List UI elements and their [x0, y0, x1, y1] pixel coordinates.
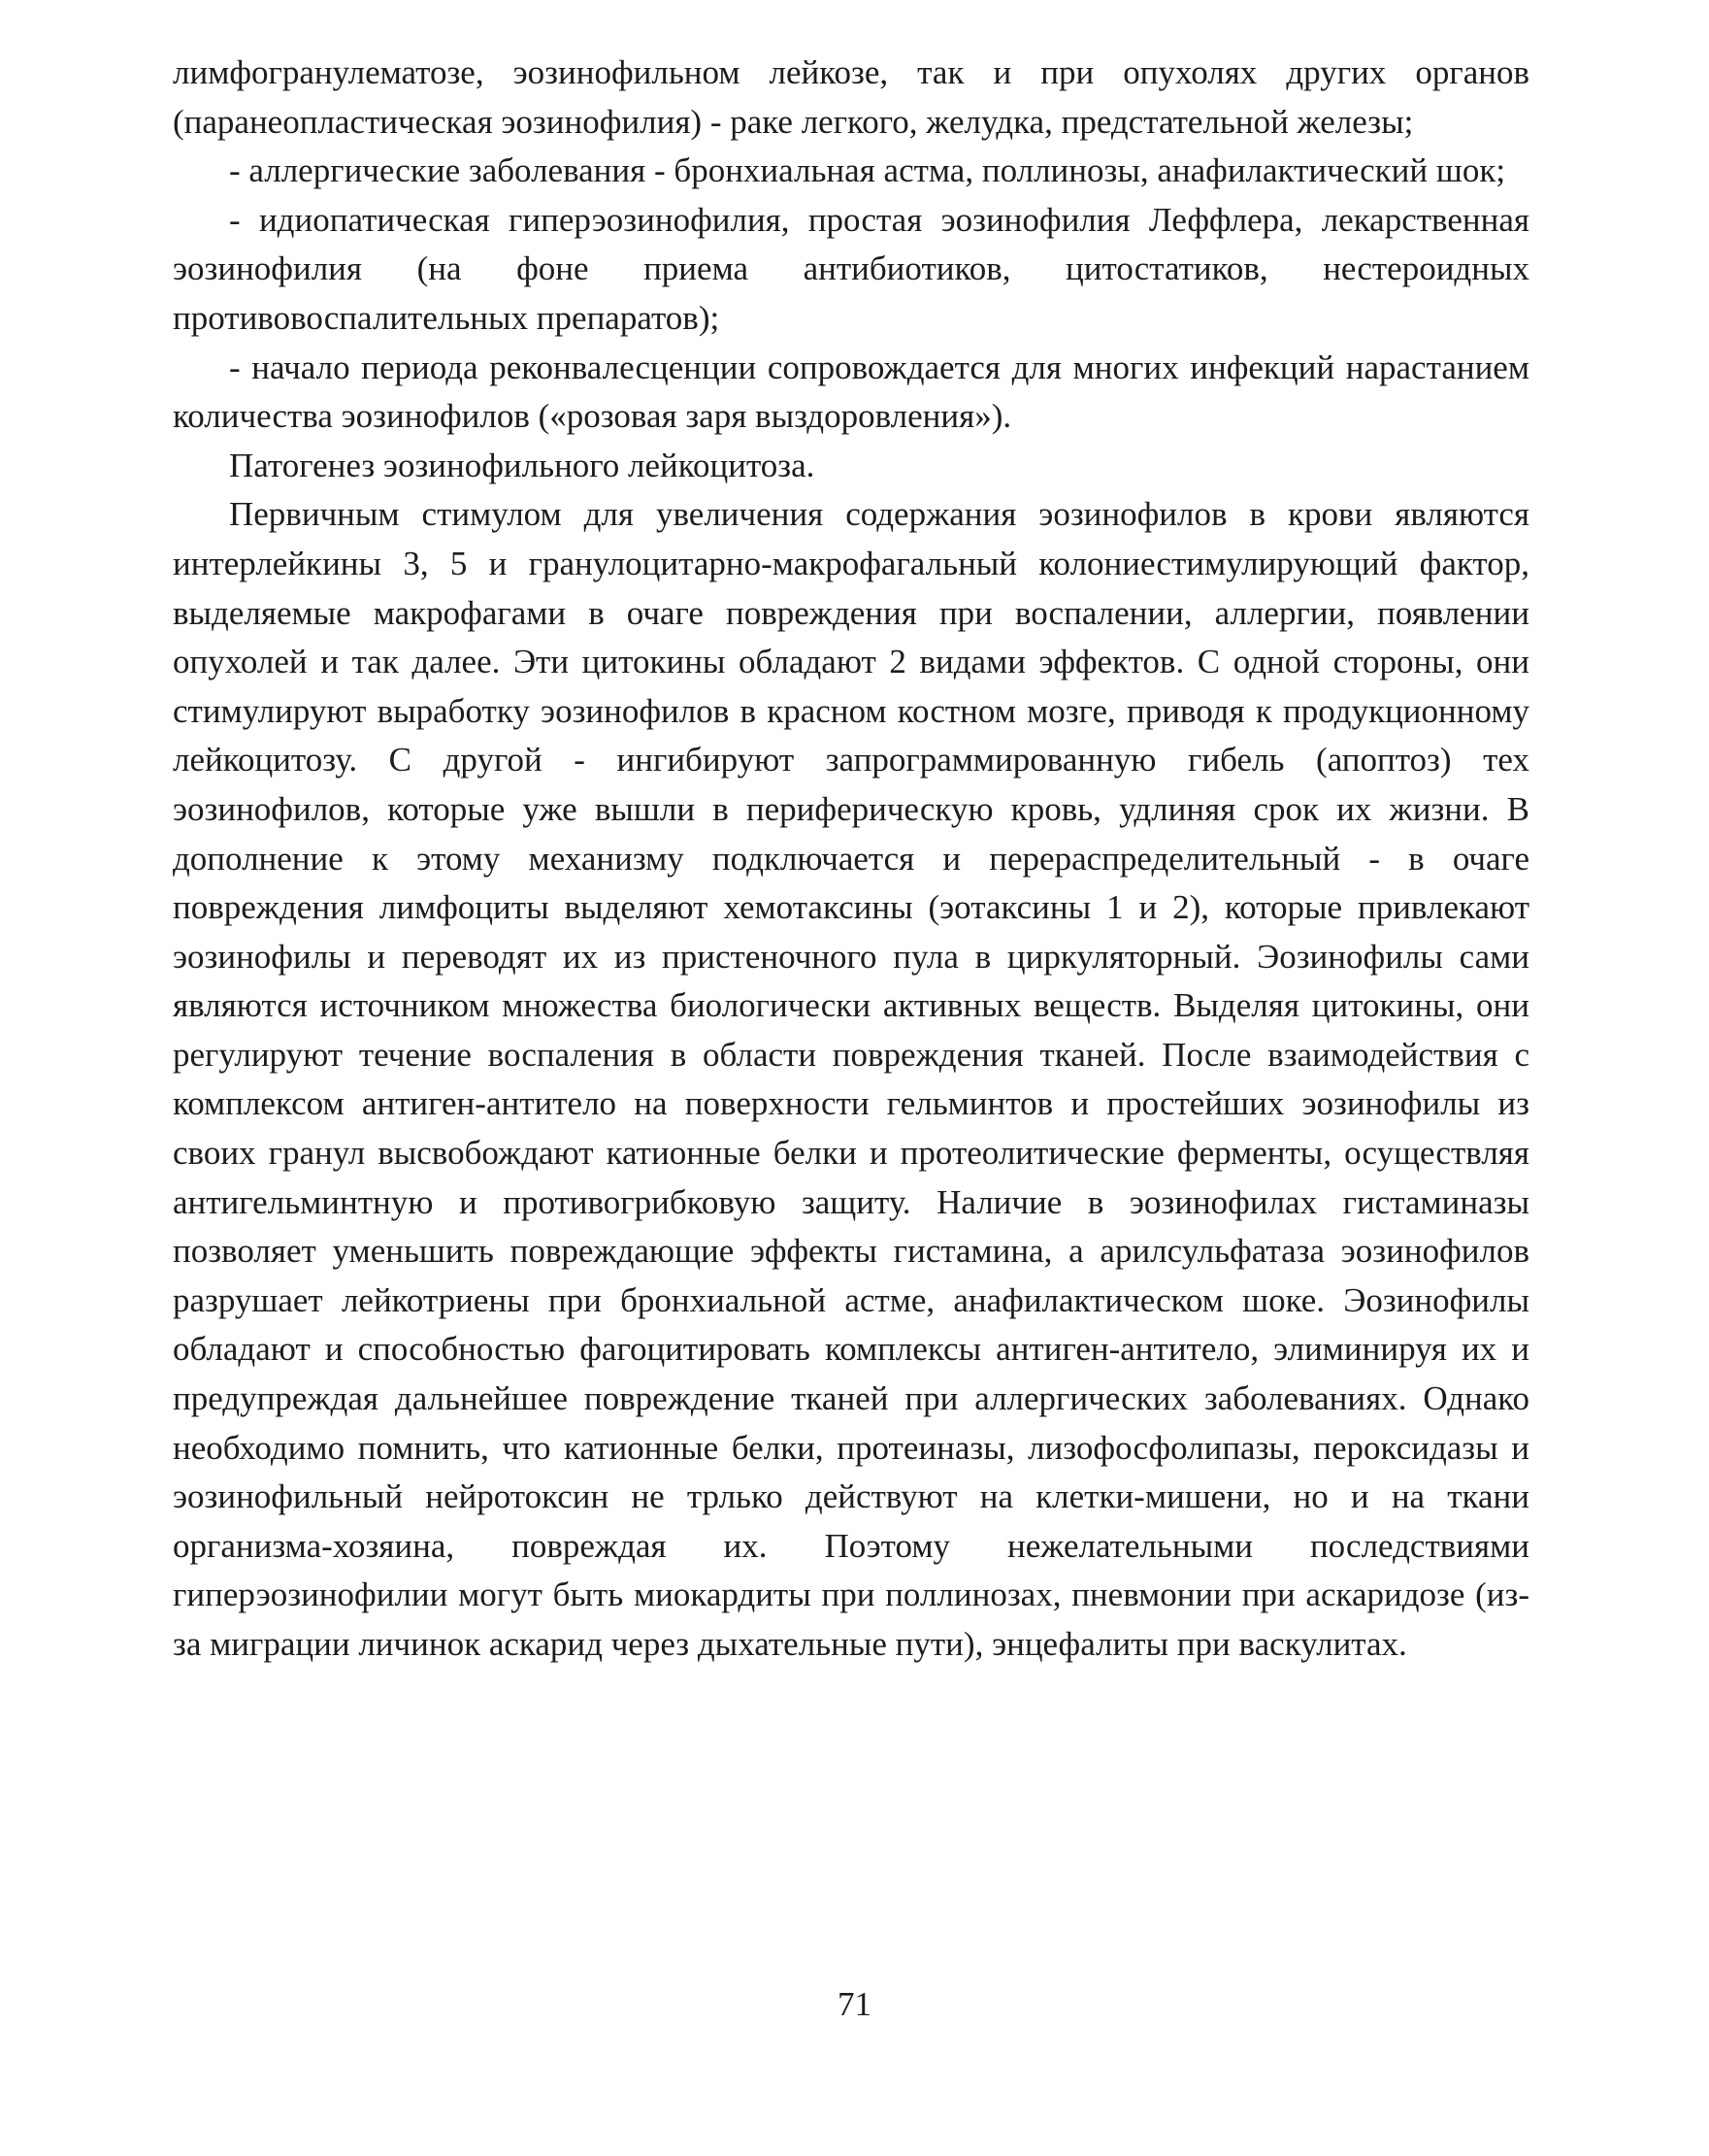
list-item-reconvalescence: - начало периода реконвалесценции сопровождается для многих инфекций нарастанием количества эозинофилов («розовая заря выздоровления»). [173, 348, 1529, 436]
list-item-allergic-diseases: - аллергические заболевания - бронхиальная астма, поллинозы, анафилактический шок; [229, 151, 1506, 190]
list-item-idiopathic-hypereosinophilia: - идиопатическая гиперэозинофилия, простая эозинофилия Леффлера, лекарственная эозинофилия (на фоне приема антибиотиков, цитостатиков, нестероидных противовоспалительных препаратов); [173, 200, 1529, 337]
paragraph-pathogenesis-body: Первичным стимулом для увеличения содержания эозинофилов в крови являются интерлейкины 3, 5 и гранулоцитарно-макрофагальный колониестимулирующий фактор, выделяемые макрофагами в очаге повреждения при воспалении, аллергии, появлении опухолей и так далее. Эти цитокины обладают 2 видами эффектов. С одной стороны, они стимулируют выработку эозинофилов в красном костном мозге, приводя к продукционному лейкоцитозу. С другой - ингибируют запрограммированную гибель (апоптоз) тех эозинофилов, которые уже вышли в периферическую кровь, удлиняя срок их жизни. В дополнение к этому механизму подключается и перераспределительный - в очаге повреждения лимфоциты выделяют хемотаксины (эотаксины 1 и 2), которые привлекают эозинофилы и переводят их из пристеночного пула в циркуляторный. Эозинофилы сами являются источником множества биологически активных веществ. Выделяя цитокины, они регулируют течение воспаления в области повреждения тканей. После взаимодействия с комплексом антиген-антитело на поверхности гельминтов и простейших эозинофилы из своих гранул высвобождают катионные белки и протеолитические ферменты, осуществляя антигельминтную и противогрибковую защиту. Наличие в эозинофилах гистаминазы позволяет уменьшить повреждающие эффекты гистамина, а арилсульфатаза эозинофилов разрушает лейкотриены при бронхиальной астме, анафилактическом шоке. Эозинофилы обладают и способностью фагоцитировать комплексы антиген-антитело, элиминируя их и предупреждая дальнейшее повреждение тканей при аллергических заболеваниях. Однако необходимо помнить, что катионные белки, протеиназы, лизофосфолипазы, пероксидазы и эозинофильный нейротоксин не трлько действуют на клетки-мишени, но и на ткани организма-хозяина, повреждая их. Поэтому нежелательными последствиями гиперэозинофилии могут быть миокардиты при поллинозах, пневмонии при аскаридозе (из-за миграции личинок аскарид через дыхательные пути), энцефалиты при васкулитах. [173, 495, 1529, 1663]
section-heading-pathogenesis: Патогенез эозинофильного лейкоцитоза. [229, 446, 815, 484]
page-number: 71 [838, 1985, 871, 2023]
page-body-text [173, 49, 1529, 1670]
paragraph-continuation: лимфогранулематозе, эозинофильном лейкозе, так и при опухолях других органов (паранеопластическая эозинофилия) - раке легкого, желудка, предстательной железы; [173, 53, 1529, 141]
